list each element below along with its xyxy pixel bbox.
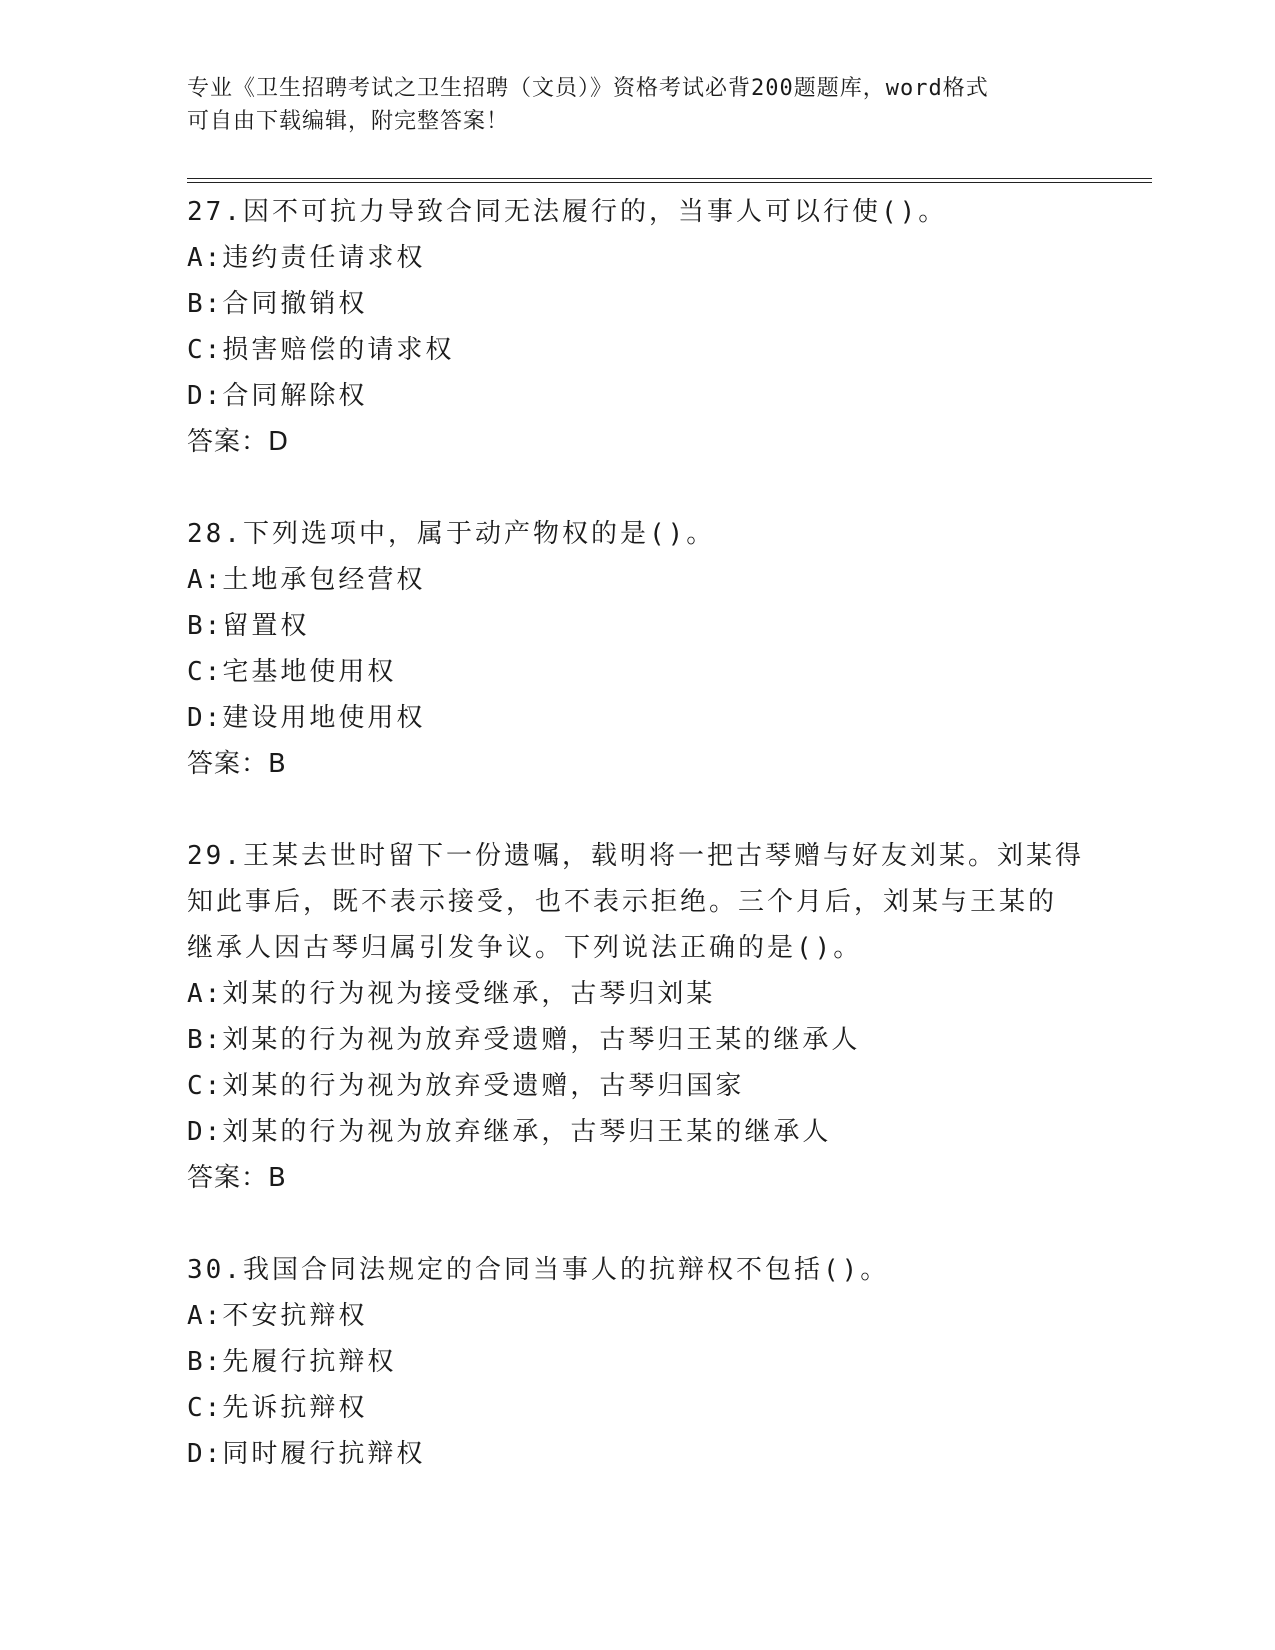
option-text: 同时履行抗辩权 [222, 1439, 426, 1469]
answer-label: 答案：B [187, 749, 287, 779]
option-text: 土地承包经营权 [222, 565, 426, 595]
option-text: 合同解除权 [222, 381, 368, 411]
option-letter: B: [187, 1025, 223, 1055]
option-a [187, 971, 1087, 1017]
option-letter: A: [187, 979, 223, 1009]
option-text: 建设用地使用权 [222, 703, 426, 733]
option-letter: A: [187, 565, 223, 595]
option-text: 违约责任请求权 [222, 243, 426, 273]
header-line-2: 可自由下载编辑，附完整答案！ [187, 109, 510, 134]
option-text: 先诉抗辩权 [222, 1393, 368, 1423]
answer-label: 答案：B [187, 1163, 287, 1193]
option-letter: A: [187, 1301, 223, 1331]
question-stem-line: 继承人因古琴归属引发争议。下列说法正确的是()。 [187, 933, 863, 963]
option-c [187, 327, 1087, 373]
option-c [187, 1385, 1087, 1431]
question-list [187, 189, 1087, 1523]
question-29 [187, 833, 1087, 1201]
question-28 [187, 511, 1087, 787]
option-letter: C: [187, 1393, 223, 1423]
header-line-1: 专业《卫生招聘考试之卫生招聘（文员）》资格考试必背200题题库，word格式 [187, 76, 989, 101]
option-d [187, 695, 1087, 741]
option-letter: A: [187, 243, 223, 273]
question-stem-line: 29.王某去世时留下一份遗嘱，载明将一把古琴赠与好友刘某。刘某得 [187, 841, 1084, 871]
question-stem-line: 28.下列选项中，属于动产物权的是()。 [187, 519, 716, 549]
option-b [187, 281, 1087, 327]
option-c [187, 1063, 1087, 1109]
option-letter: D: [187, 1117, 223, 1147]
option-b [187, 1339, 1087, 1385]
header-divider-top [187, 178, 1152, 179]
option-d [187, 1431, 1087, 1477]
option-letter: B: [187, 289, 223, 319]
question-stem-line: 30.我国合同法规定的合同当事人的抗辩权不包括()。 [187, 1255, 890, 1285]
option-text: 合同撤销权 [222, 289, 368, 319]
question-30 [187, 1247, 1087, 1477]
question-stem-line: 27.因不可抗力导致合同无法履行的，当事人可以行使()。 [187, 197, 948, 227]
option-letter: D: [187, 703, 223, 733]
option-text: 损害赔偿的请求权 [222, 335, 455, 365]
option-a [187, 557, 1087, 603]
question-27 [187, 189, 1087, 465]
option-text: 刘某的行为视为放弃受遗赠，古琴归王某的继承人 [222, 1025, 861, 1055]
option-text: 刘某的行为视为接受继承，古琴归刘某 [222, 979, 716, 1009]
question-stem-line: 知此事后，既不表示接受，也不表示拒绝。三个月后，刘某与王某的 [187, 887, 1058, 917]
option-c [187, 649, 1087, 695]
option-a [187, 235, 1087, 281]
option-d [187, 1109, 1087, 1155]
option-text: 不安抗辩权 [222, 1301, 368, 1331]
option-text: 刘某的行为视为放弃受遗赠，古琴归国家 [222, 1071, 745, 1101]
option-letter: C: [187, 657, 223, 687]
question-stem [187, 511, 1087, 557]
option-b [187, 1017, 1087, 1063]
option-text: 宅基地使用权 [222, 657, 397, 687]
header-divider-bottom [187, 182, 1152, 183]
option-a [187, 1293, 1087, 1339]
option-d [187, 373, 1087, 419]
option-text: 刘某的行为视为放弃继承，古琴归王某的继承人 [222, 1117, 832, 1147]
question-stem [187, 189, 1087, 235]
option-letter: C: [187, 335, 223, 365]
option-letter: D: [187, 381, 223, 411]
question-stem [187, 833, 1087, 971]
document-header [187, 72, 1067, 138]
option-letter: B: [187, 1347, 223, 1377]
option-letter: D: [187, 1439, 223, 1469]
question-stem [187, 1247, 1087, 1293]
option-text: 留置权 [222, 611, 310, 641]
option-letter: B: [187, 611, 223, 641]
option-letter: C: [187, 1071, 223, 1101]
option-text: 先履行抗辩权 [222, 1347, 397, 1377]
answer-label: 答案：D [187, 427, 290, 457]
option-b [187, 603, 1087, 649]
